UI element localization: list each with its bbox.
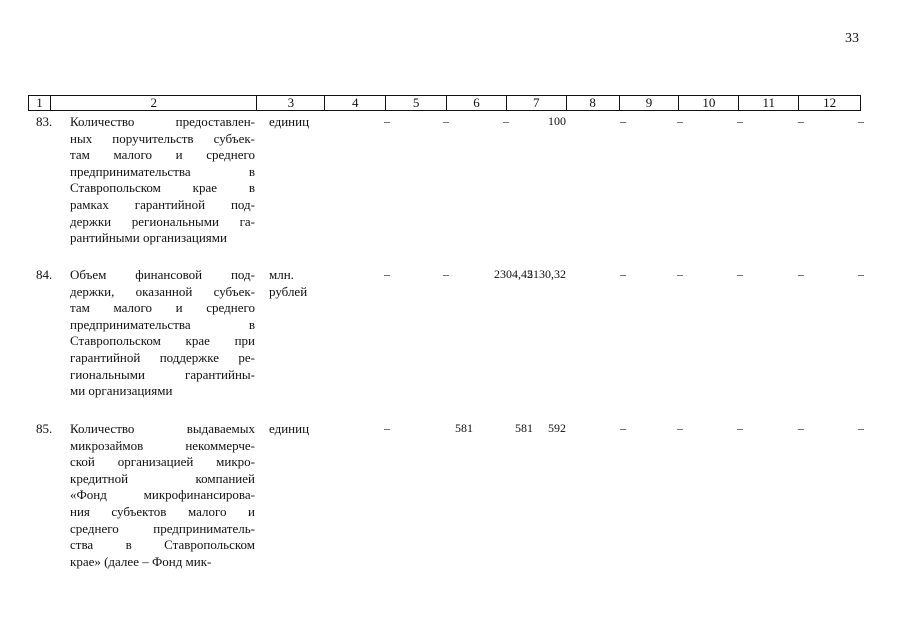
- value-col-6: 2304,45: [494, 267, 533, 281]
- indicator-name-line: ской организацией микро-: [70, 454, 255, 470]
- row-number: 85.: [36, 421, 53, 436]
- header-col-11: 11: [739, 96, 799, 110]
- indicator-name-line: держки региональными га-: [70, 213, 255, 229]
- value-col-8: –: [620, 421, 626, 435]
- value-col-4: –: [384, 114, 390, 128]
- header-col-2: 2: [51, 96, 258, 110]
- indicator-name: [70, 267, 255, 400]
- indicator-name: [70, 421, 255, 570]
- indicator-name-line: Количество выдаваемых: [70, 421, 255, 436]
- indicator-name-line: микрозаймов некоммерче-: [70, 437, 255, 453]
- header-col-7: 7: [507, 96, 567, 110]
- value-col-10: –: [737, 267, 743, 281]
- header-col-5: 5: [386, 96, 447, 110]
- value-col-11: –: [798, 421, 804, 435]
- table-header: [28, 95, 861, 111]
- value-col-7: 100: [548, 114, 566, 128]
- value-col-11: –: [798, 267, 804, 281]
- value-col-10: –: [737, 114, 743, 128]
- header-col-12: 12: [823, 95, 837, 110]
- indicator-name-line: ных поручительств субъек-: [70, 130, 255, 146]
- indicator-name-line: Количество предоставлен-: [70, 114, 255, 129]
- indicator-name-line: «Фонд микрофинансирова-: [70, 487, 255, 503]
- indicator-name-line: рантийными организациями: [70, 230, 227, 246]
- value-col-11: –: [798, 114, 804, 128]
- value-col-10: –: [737, 421, 743, 435]
- value-col-8: –: [620, 114, 626, 128]
- value-col-5: –: [443, 267, 449, 281]
- value-col-12: –: [858, 114, 864, 128]
- value-col-5: –: [443, 114, 449, 128]
- indicator-name-line: держки, оказанной субъек-: [70, 283, 255, 299]
- row-number: 84.: [36, 267, 53, 282]
- value-col-4: –: [384, 267, 390, 281]
- indicator-name: [70, 114, 255, 247]
- value-col-12: –: [858, 267, 864, 281]
- header-col-1: 1: [29, 96, 51, 110]
- indicator-name-line: предпринимательства в: [70, 163, 255, 179]
- unit-line: единиц: [269, 114, 310, 129]
- indicator-name-line: гарантийной поддержке ре-: [70, 349, 255, 365]
- indicator-name-line: ства в Ставропольском: [70, 537, 255, 553]
- unit-of-measure: [269, 421, 339, 438]
- indicator-name-line: гиональными гарантийны-: [70, 366, 255, 382]
- indicator-name-line: среднего предприниматель-: [70, 520, 255, 536]
- indicator-name-line: рамках гарантийной под-: [70, 196, 255, 212]
- indicator-name-line: там малого и среднего: [70, 147, 255, 163]
- unit-line: единиц: [269, 421, 310, 436]
- value-col-7: 2130,32: [527, 267, 566, 281]
- page-number: 33: [845, 31, 859, 46]
- value-col-7: 592: [548, 421, 566, 435]
- indicator-name-line: Объем финансовой под-: [70, 267, 255, 282]
- header-col-9: 9: [620, 96, 680, 110]
- indicator-name-line: Ставропольском крае в: [70, 180, 255, 196]
- unit-of-measure: [269, 267, 339, 300]
- indicator-name-line: ния субъектов малого и: [70, 503, 255, 519]
- indicator-name-line: кредитной компанией: [70, 470, 255, 486]
- indicator-name-line: крае» (далее – Фонд мик-: [70, 553, 212, 569]
- value-col-6: 581: [515, 421, 533, 435]
- value-col-9: –: [677, 421, 683, 435]
- value-col-9: –: [677, 114, 683, 128]
- header-col-6: 6: [447, 96, 507, 110]
- value-col-9: –: [677, 267, 683, 281]
- value-col-8: –: [620, 267, 626, 281]
- indicator-name-line: там малого и среднего: [70, 300, 255, 316]
- unit-line: млн.: [269, 267, 294, 282]
- value-col-5: 581: [455, 421, 473, 435]
- indicator-name-line: ми организациями: [70, 383, 173, 399]
- header-col-4: 4: [325, 96, 386, 110]
- indicator-name-line: Ставропольском крае при: [70, 333, 255, 349]
- unit-line: рублей: [269, 283, 308, 299]
- value-col-12: –: [858, 421, 864, 435]
- value-col-6: –: [503, 114, 509, 128]
- header-col-8: 8: [567, 96, 620, 110]
- row-number: 83.: [36, 114, 53, 129]
- indicator-name-line: предпринимательства в: [70, 316, 255, 332]
- header-col-10: 10: [679, 96, 739, 110]
- header-col-3: 3: [257, 96, 325, 110]
- unit-of-measure: [269, 114, 339, 131]
- value-col-4: –: [384, 421, 390, 435]
